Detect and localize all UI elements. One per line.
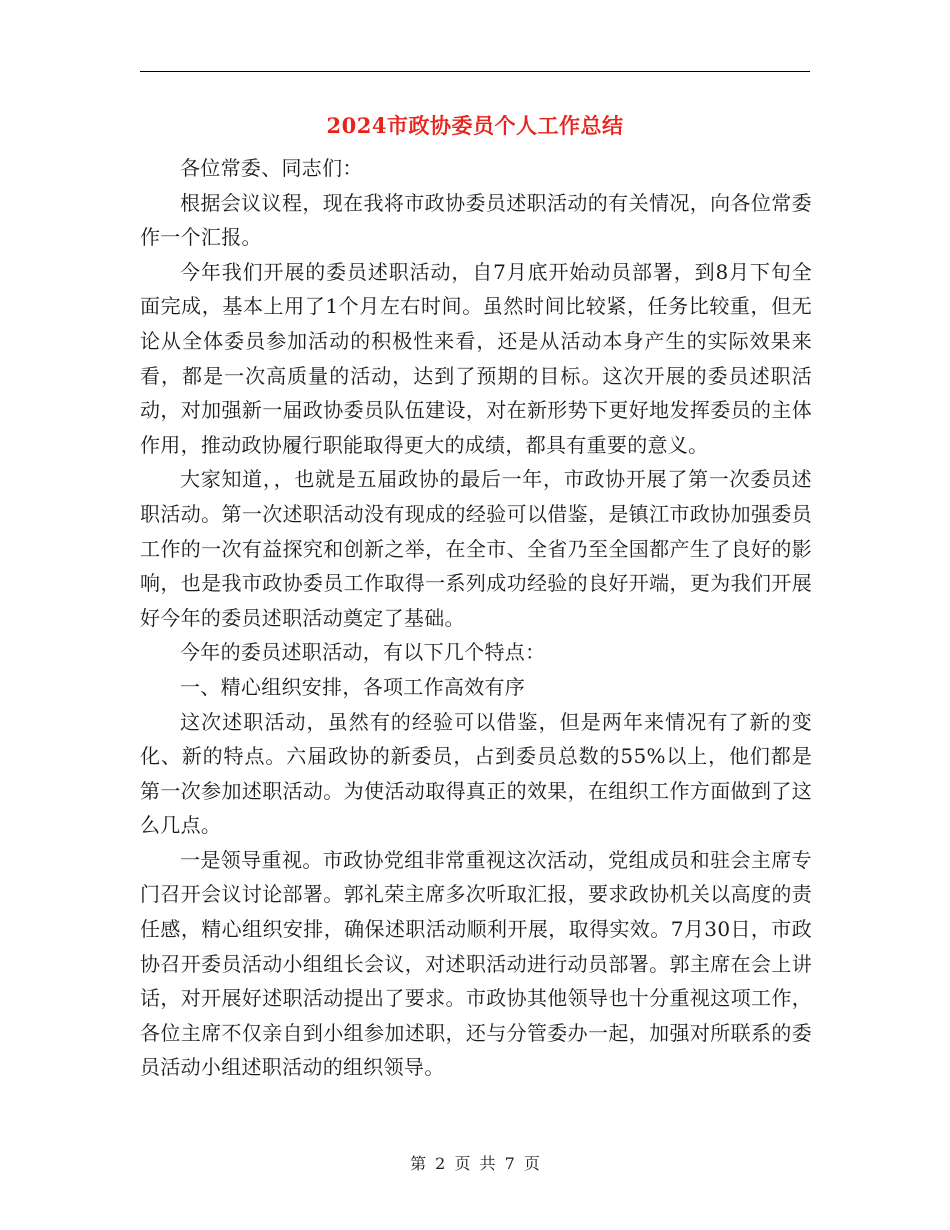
paragraph: 这次述职活动，虽然有的经验可以借鉴，但是两年来情况有了新的变化、新的特点。六届政协的新委员，占到委员总数的55%以上，他们都是第一次参加述职活动。为使活动取得真正的效果，在组织工作方面做到了这么几点。: [140, 709, 812, 838]
document-body: [140, 151, 812, 1085]
page-number-footer: 第 2 页 共 7 页: [410, 1154, 540, 1173]
paragraph: 根据会议议程，现在我将市政协委员述职活动的有关情况，向各位常委作一个汇报。: [140, 190, 812, 250]
paragraph: 今年的委员述职活动，有以下几个特点：: [180, 640, 546, 665]
document-title: 2024市政协委员个人工作总结: [326, 113, 624, 138]
paragraph-salutation: 各位常委、同志们：: [180, 156, 363, 180]
paragraph: 今年我们开展的委员述职活动，自7月底开始动员部署，到8月下旬全面完成，基本上用了1个月左右时间。虽然时间比较紧，任务比较重，但无论从全体委员参加活动的积极性来看，还是从活动本身产生的实际效果来看，都是一次高质量的活动，达到了预期的目标。这次开展的委员述职活动，对加强新一届政协委员队伍建设，对在新形势下更好地发挥委员的主体作用，推动政协履行职能取得更大的成绩，都具有重要的意义。: [140, 259, 812, 457]
section-heading: 一、精心组织安排，各项工作高效有序: [180, 674, 526, 699]
paragraph: 大家知道，，也就是五届政协的最后一年，市政协开展了第一次委员述职活动。第一次述职活动没有现成的经验可以借鉴，是镇江市政协加强委员工作的一次有益探究和创新之举，在全市、全省乃至全国都产生了良好的影响，也是我市政协委员工作取得一系列成功经验的良好开端，更为我们开展好今年的委员述职活动奠定了基础。: [140, 467, 812, 630]
paragraph: 一是领导重视。市政协党组非常重视这次活动，党组成员和驻会主席专门召开会议讨论部署。郭礼荣主席多次听取汇报，要求政协机关以高度的责任感，精心组织安排，确保述职活动顺利开展，取得实效。7月30日，市政协召开委员活动小组组长会议，对述职活动进行动员部署。郭主席在会上讲话，对开展好述职活动提出了要求。市政协其他领导也十分重视这项工作，各位主席不仅亲自到小组参加述职，还与分管委办一起，加强对所联系的委员活动小组述职活动的组织领导。: [140, 847, 812, 1080]
header-rule: [140, 71, 810, 72]
